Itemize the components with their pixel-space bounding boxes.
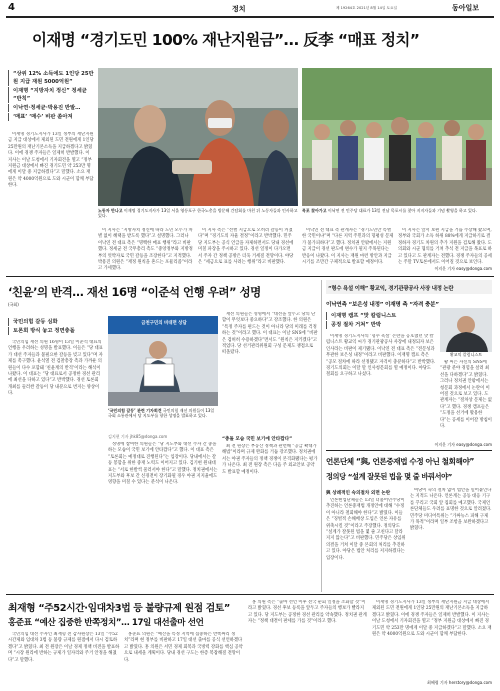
issue-info: 제 19264호 2021년 8월 14일 토요일 xyxy=(336,6,397,10)
caption-bold: 목포 찾아가고 xyxy=(302,208,327,213)
top-byline: 이지운 기자 easy@donga.com xyxy=(434,266,492,271)
caption-bold: 노동자 만나고 xyxy=(98,208,123,213)
section-rule xyxy=(6,594,494,595)
paragraph: 이 지사 측은 “선별 지급으로 오히려 갈등이 커졌다”며 “경기도의 자율 결정”이라고 반박했다. 민주당 지도부는 공식 언급을 자제하면서도 당내 경선에 미칠 파장을 주시하고 있다. 경선 일정이 다가오면서 주자 간 정책 공방은 더욱 거세질 전망이다. 야당은 “세금으로 표를 사려는 행위”라고 비판했다. xyxy=(198,228,294,266)
photo-labor-meeting xyxy=(98,68,298,206)
bottom-byline: 최혜령 기자 herstory@donga.com xyxy=(427,680,492,685)
right-headline: 이낙연측 “보은성 내정” 이재명 측 “자격 충분” xyxy=(326,302,439,308)
mid-right-col2 xyxy=(410,488,492,590)
bottom-col3 xyxy=(248,600,368,684)
caption-text: 이낙연 전 민주당 대표가 13일 전남 목포시를 찾아 지지자들과 기념 촬영을 하고 있다. xyxy=(327,208,477,213)
mid-right-intertitle: 與 상례적인 숙의절차 외면 논란 xyxy=(326,491,391,496)
bottom-col1 xyxy=(8,632,120,684)
photo-right-caption xyxy=(302,208,492,226)
left-byline: (국회) xyxy=(8,302,19,307)
portrait-caption: 황교익 칼럼니스트 xyxy=(449,352,483,357)
paper-name: 동아일보 xyxy=(452,4,480,12)
paragraph: 언론현업단체들은 13일 더불어민주당이 추진하는 언론중재법 개정안에 대해 “수정이 아니라 철회해야 한다”고 밝혔다. 이들은 “징벌적 손해배상 도입은 언론 자유를 위축시킬 것”이라고 주장했다. 정의당도 “설계가 잘못된 법을 몇 줄 고친다고 달라지지 않는다”고 비판했다. 민주당은 상임위 의결을 거쳐 이달 중 본회의 처리를 추진하고 있다. 야당은 법안 처리를 저지하겠다는 입장이다. xyxy=(326,498,406,561)
left-intertitle: “충돌 모습 국민 보기에 안타깝다” xyxy=(222,437,293,442)
paragraph: 성명에 참여한 의원들은 “당 지도부와 대선 주자 간 충돌하는 모습이 국민 보기에 안타깝다”고 했다. 이 대표 측은 “토론회는 예정대로 진행된다”는 입장이다. 당내에서는 갈등 봉합을 위한 중재 노력도 이어지고 있다. 김기현 원내대표는 “서로 한발씩 물러서야 한다”고 말했다. 정치권에서는 지도부와 후보 간 신경전이 장기화될 경우 야권 지지율에도 영향을 미칠 수 있다는 분석이 나온다. xyxy=(108,442,218,486)
left-subhead: 토론회 방식 놓고 정면충돌 xyxy=(8,327,104,335)
top-subhead: 이낙연·정세균·박용진 반발… xyxy=(8,104,94,112)
left-article-col2 xyxy=(108,442,218,590)
photo-left-caption xyxy=(98,208,298,226)
right-subheads xyxy=(326,312,418,330)
paragraph: 황 씨는 자신의 SNS에 “관광 분야 경험을 살려 최선을 다하겠다”고 밝혔다. 그러나 정치권 안팎에서는 청문회 과정에서 논란이 이어질 것으로 보고 있다. 도 관계자는 “절차상 문제는 없다”고 했다. 경쟁 캠프들은 “도정을 선거에 활용한다”는 공세를 이어갈 방침이다. xyxy=(440,360,492,430)
paragraph: 국민의힘 재선 의원 16명이 13일 이준석 대표의 언행을 우려하는 성명을 발표했다. 이들은 “당 대표가 대선 주자들과 불필요한 갈등을 빚고 있다”며 자제를 촉구했다. 윤석열 전 검찰총장 측과 가까운 의원들이 다수 포함돼 ‘친윤계의 반격’이라는 해석이 나왔다. 이 대표는 “당 대표로서 공정한 경선 관리에 최선을 다하고 있다”고 반박했다. 경선 토론회 개최를 둘러싼 갈등이 당 내분으로 번지는 양상이다. xyxy=(8,340,103,397)
top-headline: 이재명 “경기도민 100% 재난지원금”… 反李 “매표 정치” xyxy=(32,31,420,49)
masthead-rule xyxy=(6,16,494,18)
section-label: 정치 xyxy=(232,5,246,13)
top-subhead: 이재명 “지방자치 정신” 정세균 “반칙” xyxy=(8,87,94,103)
bottom-subhead: 홍준표 “예산 집중한 반쪽정치”… 17일 대선출마 선언 xyxy=(8,618,204,628)
right-article-col2 xyxy=(440,360,492,440)
paragraph: 이재명 경기도지사의 ‘형수 욕설’ 논란을 옹호했던 맛 칼럼니스트 황교익 씨가 경기관광공사 사장에 내정되자 보은 인사라는 비판이 제기됐다. 이낙연 전 대표 측은 “전문성과 무관한 보은성 내정”이라고 비판했다. 이재명 캠프 측은 “공모 절차에 따라 선정됐고 자격이 충분하다”고 반박했다. 경기도의회는 이달 말 인사청문회를 열 예정이다. 야당도 철회를 요구하고 나섰다. xyxy=(326,334,436,378)
top-article-col4 xyxy=(302,228,394,272)
left-byline-2: 김지현 기자 jhk85@donga.com xyxy=(108,434,168,439)
top-subhead: “상위 12% 소득에도 1인당 25만원 지급 재원 5000억원” xyxy=(8,70,94,86)
photo-mokpo-visit xyxy=(302,68,492,206)
paragraph: 홍준표 의원은 “예산을 특정 지역에 집중하는 반쪽짜리 정치”라며 현 정부를 비판하고 17일 대선 출마를 공식 선언하겠다고 밝혔다. 홍 의원은 서민 경제 회복과 국방력 강화를 핵심 공약으로 내세울 계획이다. 당내 경선 구도는 한층 복잡해질 전망이다. xyxy=(124,632,243,663)
mid-right-headline: 언론단체 “與, 언론중재법 수정 아닌 철회해야” xyxy=(326,457,474,466)
paragraph: 이낙연 전 대표 측 관계자는 “경기도민만 특별한 국민이냐”며 “다른 지역 주민과의 형평성 문제가 불가피하다”고 했다. 정치권 안팎에서는 지원금 지급이 경선 판도에 변수가 될지 주목된다는 반응이 나왔다. 이 지사는 재원 마련 방안과 지급 시기를 조만간 구체적으로 발표할 예정이다. xyxy=(302,228,394,266)
mid-right-subhead: 정의당 “설계 잘못된 법을 몇 줄 바꿔서야” xyxy=(326,472,452,481)
left-headline: ‘친윤’의 반격… 재선 16명 “이준석 언행 우려” 성명 xyxy=(8,285,261,299)
section-rule xyxy=(326,450,492,451)
paragraph: 여당이 숙의 절차 없이 법안을 밀어붙인다는 지적도 나온다. 언론계는 공동 대응 기구를 꾸리고 국회 앞 집회를 예고했다. 국제언론단체들도 우려를 표명한 것으로 알려졌다. 민주당 미디어특위는 “가짜뉴스 피해 구제가 목적”이라며 일부 조항을 보완하겠다고 밝혔다. xyxy=(410,488,492,532)
top-article-col1 xyxy=(8,132,94,272)
paragraph: 이재명 경기도지사가 13일 정부의 재난지원금 지급 대상에서 제외된 도민 전원에게 1인당 25만원의 재난기본소득을 지급하겠다고 밝혔다. 이에 경쟁 주자들은 일제히 반발했다. 이 지사는 이날 도청에서 기자회견을 열고 “정부 지원금 대상에서 빠진 경기도민 약 253만 명에게 이달 중 지급하겠다”고 말했다. 소요 재원은 약 4000억원으로 도와 시군이 함께 부담한다. xyxy=(8,132,94,189)
top-subheads xyxy=(8,70,94,122)
paragraph: 이재명 경기도지사가 13일 정부의 재난지원금 지급 대상에서 제외된 도민 전원에게 1인당 25만원의 재난기본소득을 지급하겠다고 밝혔다. 이에 경쟁 주자들은 일제히 반발했다. 이 지사는 이날 도청에서 기자회견을 열고 “정부 지원금 대상에서 빠진 경기도민 약 253만 명에게 이달 중 지급하겠다”고 말했다. 소요 재원은 약 4000억원으로 도와 시군이 함께 부담한다. xyxy=(372,600,492,638)
section-rule xyxy=(6,276,494,277)
left-article-col3 xyxy=(222,312,318,432)
bottom-headline: 최재형 “주52시간·임대차3법 등 불량규제 원점 검토” xyxy=(8,603,230,614)
right-subhead: 이재명 캠프 “맛 칼럼니스트 xyxy=(326,312,418,320)
bottom-col4 xyxy=(372,600,492,676)
left-article-col1 xyxy=(8,340,104,590)
top-article-col2 xyxy=(98,228,194,272)
top-article-col5 xyxy=(398,228,492,266)
left-photo-caption xyxy=(108,408,218,434)
left-article-col3b xyxy=(222,444,318,590)
page-number: 4 xyxy=(8,2,15,13)
top-article-col3 xyxy=(198,228,294,272)
photo-press-conference xyxy=(108,316,218,406)
mid-right-col1 xyxy=(326,498,406,590)
left-subheads xyxy=(8,318,104,336)
paragraph: 이 지사는 “지방자치 정신에 따라 도민 모두가 차별 없이 혜택을 받도록 했다”고 설명했다. 그러나 이낙연 전 대표 측은 “명백한 매표 행위”라고 비판했다. 정세균 전 국무총리 측도 “중앙정부와 지방정부의 엇박자로 국민 갈등을 조장한다”고 지적했다. 박용진 의원은 “재정 원칙을 흔드는 포퓰리즘”이라고 가세했다. xyxy=(98,228,193,272)
caption-text: 국민의힘 재선 의원들이 13일 국회 소통관에서 당 지도부를 향한 성명을 발표하고 있다. xyxy=(108,408,215,419)
top-subhead: ‘매표’ ‘매수’ 비판 쏟아져 xyxy=(8,113,94,121)
caption-bold: ‘국민의힘 갈등’ 관련 기자회견 xyxy=(108,408,162,413)
paragraph: 재선 의원들은 성명에서 “대선을 앞두고 당의 단합이 무엇보다 중요하다”고 강조했다. 한 의원은 “특정 주자를 편드는 것이 아니라 당의 미래를 걱정하는 것”이라고 했다. 이 대표는 이날 SNS에 “비판은 겸허히 수용하겠다”면서도 “원칙은 지키겠다”고 적었다. 당 선거관리위원회 구성 문제도 쟁점으로 떠올랐다. xyxy=(222,312,318,356)
paragraph: 이 지사는 앞서 보편 지급을 거듭 주장해 왔으며, 정부와 국회가 소득 하위 88%에게 지급하기로 결정하자 경기도 차원의 추가 지원을 검토해 왔다. 도의회와 시군 협의를 거쳐 추석 전 지급을 목표로 하고 있다고 도 관계자는 전했다. 경쟁 주자들의 공세는 주말 TV토론에서도 이어질 것으로 보인다. xyxy=(398,228,492,266)
column-divider xyxy=(321,280,322,592)
right-kicker: “형수 욕설 이해” 황교익, 경기관광공사 사장 내정 논란 xyxy=(328,286,454,292)
left-subhead: 국민의힘 갈등 심화 xyxy=(8,318,104,326)
right-subhead: 공정 절차 거쳐” 반박 xyxy=(326,321,418,329)
caption-text: 이재명 경기도지사가 13일 서울 영등포구 한국노총을 방문해 간담회를 마친 뒤 노동자들과 인사하고 있다. xyxy=(98,208,298,219)
bottom-col2 xyxy=(124,632,244,684)
photo-sign-text: 금천구민의 비대면 상담 xyxy=(141,321,187,326)
right-byline: 이지운 기자 easy@donga.com xyxy=(434,442,492,447)
paragraph: 국민의힘 대선 주자인 최재형 전 감사원장은 13일 “주52시간제와 임대차 3법 등 불량 규제를 원점에서 다시 검토하겠다”고 밝혔다. 최 전 원장은 이날 경제 정책 비전을 발표하며 “시장 원리에 반하는 규제가 일자리와 주거 안정을 해쳤다”고 말했다. xyxy=(8,632,120,663)
paragraph: 홍 의원 측은 “출마 선언 이후 전국 순회 일정을 소화할 것”이라고 밝혔다. 경선 후보 등록을 앞두고 주자들의 행보가 빨라지고 있다. 당 지도부는 공정한 경선 관리를 약속했다. 정치권 관계자는 “정책 대결이 판세를 가를 것”이라고 했다. xyxy=(248,600,367,625)
right-article-col1 xyxy=(326,334,436,446)
paragraph: 최 전 원장은 부동산 정책과 관련해 “공급 확대가 해법”이라며 규제 완화를 거듭 강조했다. 정치권에서는 야권 주자들의 정책 경쟁이 본격화됐다는 평가가 나온다. 최 전 원장 측은 다음 주 외교안보 공약도 발표할 예정이다. xyxy=(222,444,318,475)
portrait-hwang xyxy=(440,308,492,352)
